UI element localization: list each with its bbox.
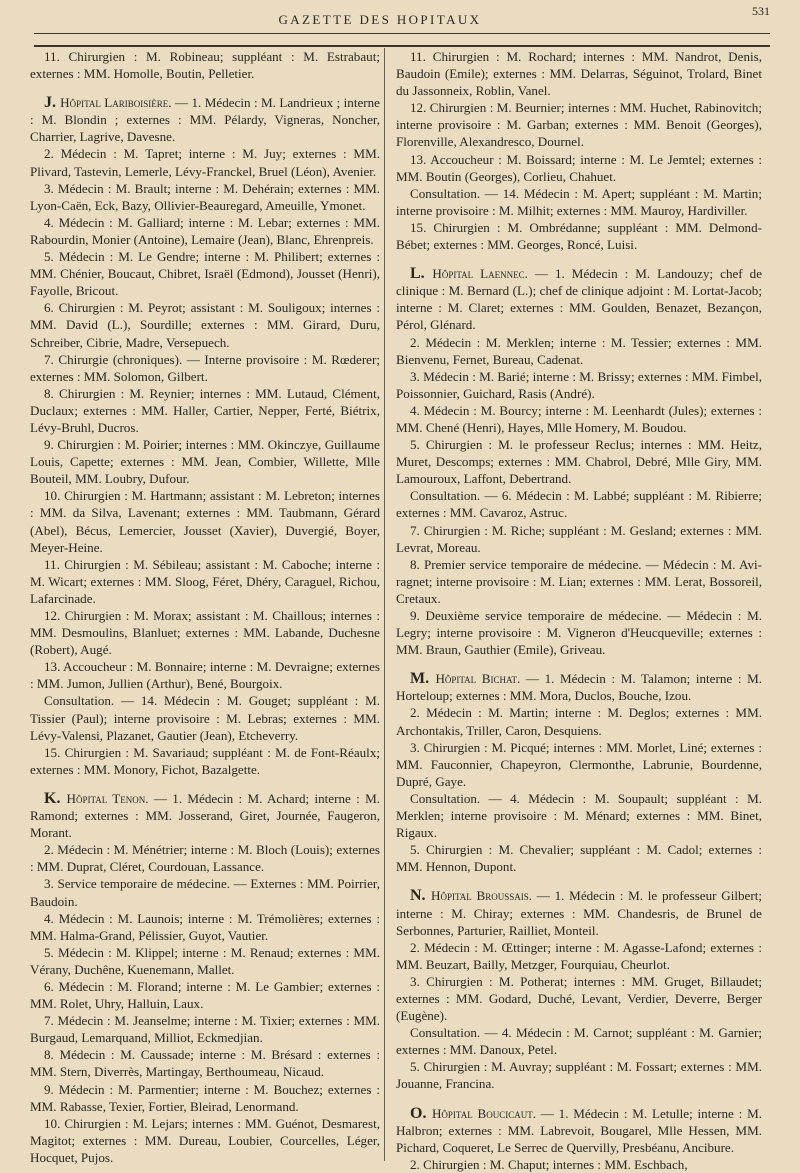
entry-text: Consultation. — 6. Médecin : M. Labbé; suppléant : M. Ribierre; externes : MM. Cavaroz, Astruc. (396, 488, 762, 521)
entry-text: 5. Médecin : M. Le Gendre; interne : M. Philibert; externes : MM. Chénier, Boucaut, Chibret, Israël (Edmond), Jousset (Henri), Fayolle, Bricout. (30, 249, 380, 299)
staff-entry (30, 180, 380, 214)
staff-entry (30, 94, 380, 145)
staff-entry (396, 887, 762, 938)
entry-text: 3. Médecin : M. Barié; interne : M. Brissy; externes : MM. Fimbel, Poissonnier, Guichard, Rasis (André). (396, 368, 762, 401)
staff-entry (30, 145, 380, 179)
entry-text: 2. Médecin : M. Œttinger; interne : M. Agasse-Lafond; externes : MM. Beuzart, Bailly, Metzger, Fourquiau, Cheurlot. (396, 939, 762, 972)
entry-text: 11. Chirurgien : M. Robineau; suppléant : M. Estrabaut; externes : MM. Homolle, Boutin, Pelletier. (30, 49, 380, 82)
staff-entry (396, 739, 762, 790)
staff-entry (396, 1058, 762, 1092)
hospital-name: Hôpital Lariboisière. (60, 95, 175, 111)
entry-text: 2. Médecin : M. Merklen; interne : M. Tessier; externes : MM. Bienvenu, Fernet, Bureau, Cadenat. (396, 334, 762, 367)
staff-entry (396, 556, 762, 607)
entry-text: 6. Chirurgien : M. Peyrot; assistant : M. Souligoux; internes : MM. David (L.), Sourdille; externes : MM. Girard, Duru, Schreiber, Cibrie, Madre, Versepuech. (30, 300, 380, 350)
hospital-name: Hôpital Broussais. (431, 888, 537, 904)
entry-text: Consultation. — 14. Médecin : M. Apert; suppléant : M. Martin; interne provisoire : M. Milhit; externes : MM. Mauroy, Hardiviller. (396, 185, 762, 218)
staff-entry (396, 402, 762, 436)
page-header (0, 0, 800, 40)
entry-text: 9. Médecin : M. Parmentier; interne : M. Bouchez; externes : MM. Rabasse, Texier, Fortier, Bleirad, Lenormand. (30, 1081, 380, 1114)
entry-text: 4. Médecin : M. Bourcy; interne : M. Leenhardt (Jules); externes : MM. Chené (Henri), Hayes, Mlle Homery, M. Boudou. (396, 402, 762, 435)
entry-text: 3. Chirurgien : M. Picqué; internes : MM. Morlet, Liné; externes : MM. Fauconnier, Chapeyron, Clermonthe, Labrunie, Bourdenne, Dupré, Gaye. (396, 739, 762, 789)
section-letter: J. (44, 94, 61, 112)
entry-text: 13. Accoucheur : M. Boissard; interne : M. Le Jemtel; externes : MM. Boutin (Georges), Corlieu, Chahuet. (396, 151, 762, 184)
staff-entry (30, 248, 380, 299)
staff-entry (30, 944, 380, 978)
staff-entry (30, 299, 380, 350)
entry-text: — 1. Médecin : M. Talamon; interne : M. Horteloup; externes : MM. Mora, Duclos, Bouche, Izou. (396, 671, 762, 704)
hospital-name: Hôpital Laennec. (432, 266, 535, 282)
staff-entry (396, 185, 762, 219)
entry-text: 12. Chirurgien : M. Morax; assistant : M. Chaillous; internes : MM. Desmoulins, Blanluet; externes : MM. Labande, Duchesne (Robert), Augé. (30, 608, 380, 658)
entry-text: — 1. Médecin : M. Achard; interne : M. Ramond; externes : MM. Josserand, Giret, Journée, Faugeron, Morant. (30, 790, 380, 841)
hospital-name: Hôpital Tenon. (66, 790, 154, 806)
staff-entry (30, 214, 380, 248)
staff-entry (30, 875, 380, 909)
staff-entry (30, 790, 380, 841)
hospital-section (396, 1105, 762, 1173)
entry-text: 7. Chirurgie (chroniques). — Interne provisoire : M. Rœderer; externes : MM. Solomon, Gilbert. (30, 351, 380, 384)
staff-entry (396, 1105, 762, 1156)
entry-text: 10. Chirurgien : M. Hartmann; assistant : M. Lebreton; internes : MM. da Silva, Lavenant; externes : MM. Taubmann, Gérard (Abel), Bécus, Lemercier, Jousset (Xavier), Duvergié, Boyer, Meyer-Heine. (30, 488, 380, 555)
entry-text: 10. Chirurgien : M. Lejars; internes : MM. Guénot, Desmarest, Magitot; externes : MM. Dureau, Loubier, Courcelles, Léger, Hocquet, Pujos. (30, 1115, 380, 1165)
section-letter: O. (410, 1104, 432, 1122)
staff-entry (30, 1046, 380, 1080)
staff-entry (396, 219, 762, 253)
staff-entry (396, 1156, 762, 1173)
staff-entry (30, 436, 380, 487)
staff-entry (30, 841, 380, 875)
staff-entry (30, 978, 380, 1012)
entry-text: 5. Chirurgien : M. le professeur Reclus; internes : MM. Heitz, Muret, Descomps; externes : MM. Chabrol, Debré, Mlle Giry, MM. Lamouroux, Laffont, Debertrand. (396, 437, 762, 487)
staff-entry (30, 607, 380, 658)
entry-text: — 1. Médecin : M. le professeur Gilbert; interne : M. Chiray; externes : MM. Chandesris, de Brunel de Serbonnes, Parturier, Railliet, Monteil. (396, 888, 762, 938)
section-letter: K. (44, 789, 67, 807)
header-rule-thick (34, 45, 770, 47)
entry-text: — 1. Médecin : M. Landouzy; chef de clinique : M. Bernard (L.); chef de clinique adjoint : M. Lortat-Jacob; interne : M. Claret; externes : MM. Goulden, Benazet, Bezançon, Pérol, Glénard. (396, 266, 763, 333)
entry-text: 3. Service temporaire de médecine. — Externes : MM. Poirrier, Baudoin. (30, 876, 380, 909)
staff-entry (396, 436, 762, 487)
entry-text: — 1. Médecin : M. Letulle; interne : M. Halbron; externes : MM. Labrevoit, Bougarel, Mlle Hessen, MM. Pichard, Coqueret, Le Serrec de Quervilly, Presbéanu, Ancibure. (396, 1105, 762, 1155)
section-letter: L. (410, 265, 433, 283)
staff-entry (396, 265, 762, 333)
entry-text: Consultation. — 14. Médecin : M. Gouget; suppléant : M. Tissier (Paul); interne provisoire : M. Lebras; externes : MM. Lévy-Valensi, Plazanet, Gautier (Jean), Etcheverry. (30, 693, 380, 743)
entry-text: 11. Chirurgien : M. Rochard; internes : MM. Nandrot, Denis, Baudoin (Emile); externes : MM. Delarras, Séguinot, Trolard, Binet du Jassonneix, Roblin, Vanel. (396, 49, 762, 99)
hospital-section (396, 48, 762, 253)
entry-text: 4. Médecin : M. Launois; interne : M. Trémolières; externes : MM. Halma-Grand, Pélissier, Guyot, Vautier. (30, 910, 380, 943)
entry-text: 8. Premier service temporaire de médecine. — Médecin : M. Avi-ragnet; interne provisoire : M. Lian; externes : MM. Lerat, Bossoreil, Cretaux. (396, 556, 762, 606)
entry-text: 7. Médecin : M. Jeanselme; interne : M. Tixier; externes : MM. Burgaud, Lemarquand, Milliot, Eckmedjian. (30, 1013, 380, 1046)
entry-text: 2. Chirurgien : M. Chaput; internes : MM. Eschbach, (410, 1156, 688, 1172)
right-column (396, 48, 762, 1173)
hospital-section (396, 670, 762, 875)
staff-entry (396, 939, 762, 973)
entry-text: 4. Médecin : M. Galliard; interne : M. Lebar; externes : MM. Rabourdin, Monier (Antoine), Lemaire (Jean), Blanc, Ehrenpreis. (30, 214, 380, 247)
hospital-section (30, 790, 380, 1166)
staff-entry (30, 744, 380, 778)
staff-entry (30, 910, 380, 944)
staff-entry (396, 973, 762, 1024)
section-letter: M. (410, 670, 436, 688)
staff-entry (30, 556, 380, 607)
entry-text: 3. Chirurgien : M. Potherat; internes : MM. Gruget, Billaudet; externes : MM. Godard, Duché, Levant, Verdier, Deverre, Berger (Eugène). (396, 973, 762, 1024)
hospital-name: Hôpital Boucicaut. (431, 1105, 541, 1121)
staff-entry (30, 692, 380, 743)
entry-text: 15. Chirurgien : M. Ombrédanne; suppléant : MM. Delmond-Bébet; externes : MM. Georges, Roncé, Luisi. (396, 219, 762, 253)
entry-text: 8. Chirurgien : M. Reynier; internes : MM. Lutaud, Clément, Duclaux; externes : MM. Haller, Cartier, Nepper, Ferté, Biétrix, Lévy-Bruhl, Ducros. (30, 385, 380, 435)
entry-text: 3. Médecin : M. Brault; interne : M. Dehérain; externes : MM. Lyon-Caën, Eck, Bazy, Ollivier-Beauregard, Ameuille, Ymonet. (30, 180, 380, 213)
staff-entry (396, 841, 762, 875)
hospital-section (396, 887, 762, 1092)
journal-title: GAZETTE DES HOPITAUX (278, 12, 482, 27)
staff-entry (396, 334, 762, 368)
entry-text: — 1. Médecin : M. Landrieux ; interne : M. Blondin ; externes : MM. Pélardy, Vigneras, Noncher, Charrier, Lagrive, Davesne. (30, 95, 380, 145)
column-divider (384, 48, 385, 1161)
staff-entry (396, 487, 762, 521)
entry-text: 7. Chirurgien : M. Riche; suppléant : M. Gesland; externes : MM. Levrat, Moreau. (396, 522, 762, 555)
staff-entry (396, 151, 762, 185)
entry-text: 2. Médecin : M. Martin; interne : M. Deglos; externes : MM. Archontakis, Triller, Caron, Desquiens. (396, 705, 762, 738)
section-letter: N. (410, 887, 432, 905)
hospital-section (30, 48, 380, 82)
staff-entry (30, 1115, 380, 1166)
page-number: 531 (752, 4, 770, 18)
staff-entry (396, 368, 762, 402)
staff-entry (30, 658, 380, 692)
entry-text: 12. Chirurgien : M. Beurnier; internes : MM. Huchet, Rabinovitch; interne provisoire : M. Garban; externes : MM. Benoit (Georges), Florenville, Alexandresco, Dournel. (396, 100, 762, 150)
entry-text: 9. Deuxième service temporaire de médecine. — Médecin : M. Legry; interne provisoire : M. Vigneron d'Heucqueville; externes : MM. Braun, Gauthier (Emile), Griveau. (396, 608, 762, 658)
staff-entry (396, 704, 762, 738)
staff-entry (396, 522, 762, 556)
entry-text: 2. Médecin : M. Ménétrier; interne : M. Bloch (Louis); externes : MM. Duprat, Cléret, Courdouan, Lassance. (30, 842, 380, 875)
entry-text: 5. Chirurgien : M. Auvray; suppléant : M. Fossart; externes : MM. Jouanne, Francina. (396, 1059, 762, 1092)
hospital-name: Hôpital Bichat. (435, 671, 526, 687)
staff-entry (30, 385, 380, 436)
entry-text: 9. Chirurgien : M. Poirier; internes : MM. Okinczye, Guillaume Louis, Capette; externes : MM. Jean, Combier, Willette, Mlle Bouteil, MM. Loubry, Dufour. (30, 437, 380, 487)
header-rule (34, 33, 770, 34)
entry-text: Consultation. — 4. Médecin : M. Carnot; suppléant : M. Garnier; externes : MM. Danoux, Petel. (396, 1025, 762, 1058)
staff-entry (396, 670, 762, 704)
hospital-section (30, 94, 380, 778)
entry-text: 15. Chirurgien : M. Savariaud; suppléant : M. de Font-Réaulx; externes : MM. Monory, Fichot, Bazalgette. (30, 744, 380, 777)
entry-text: 5. Chirurgien : M. Chevalier; suppléant : M. Cadol; externes : MM. Hennon, Dupont. (396, 842, 762, 875)
staff-entry (30, 48, 380, 82)
entry-text: 11. Chirurgien : M. Sébileau; assistant : M. Caboche; interne : M. Wicart; externes : MM. Sloog, Féret, Dhéry, Caraguel, Richou, Lafarcinade. (30, 556, 380, 606)
staff-entry (396, 99, 762, 150)
staff-entry (396, 790, 762, 841)
left-column (30, 48, 380, 1166)
staff-entry (30, 1081, 380, 1115)
entry-text: 2. Médecin : M. Tapret; interne : M. Juy; externes : MM. Plivard, Tastevin, Lemerle, Lévy-Franckel, Bruel (Léon), Avenier. (30, 146, 380, 179)
staff-entry (396, 48, 762, 99)
entry-text: 5. Médecin : M. Klippel; interne : M. Renaud; externes : MM. Vérany, Duchêne, Kuenemann, Mallet. (30, 944, 380, 977)
staff-entry (30, 487, 380, 555)
staff-entry (30, 351, 380, 385)
entry-text: Consultation. — 4. Médecin : M. Soupault; suppléant : M. Merklen; interne provisoire : M. Ménard; externes : MM. Binet, Rigaux. (396, 790, 762, 841)
staff-entry (396, 1024, 762, 1058)
staff-entry (30, 1012, 380, 1046)
entry-text: 8. Médecin : M. Caussade; interne : M. Brésard : externes : MM. Stern, Diverrès, Martingay, Berthoumeau, Nicaud. (30, 1047, 380, 1080)
hospital-section (396, 265, 762, 658)
entry-text: 13. Accoucheur : M. Bonnaire; interne : M. Devraigne; externes : MM. Jumon, Jullien (Arthur), Bené, Bourgoix. (30, 659, 380, 692)
staff-entry (396, 607, 762, 658)
entry-text: 6. Médecin : M. Florand; interne : M. Le Gambier; externes : MM. Rolet, Uhry, Halluin, Laux. (30, 978, 380, 1012)
